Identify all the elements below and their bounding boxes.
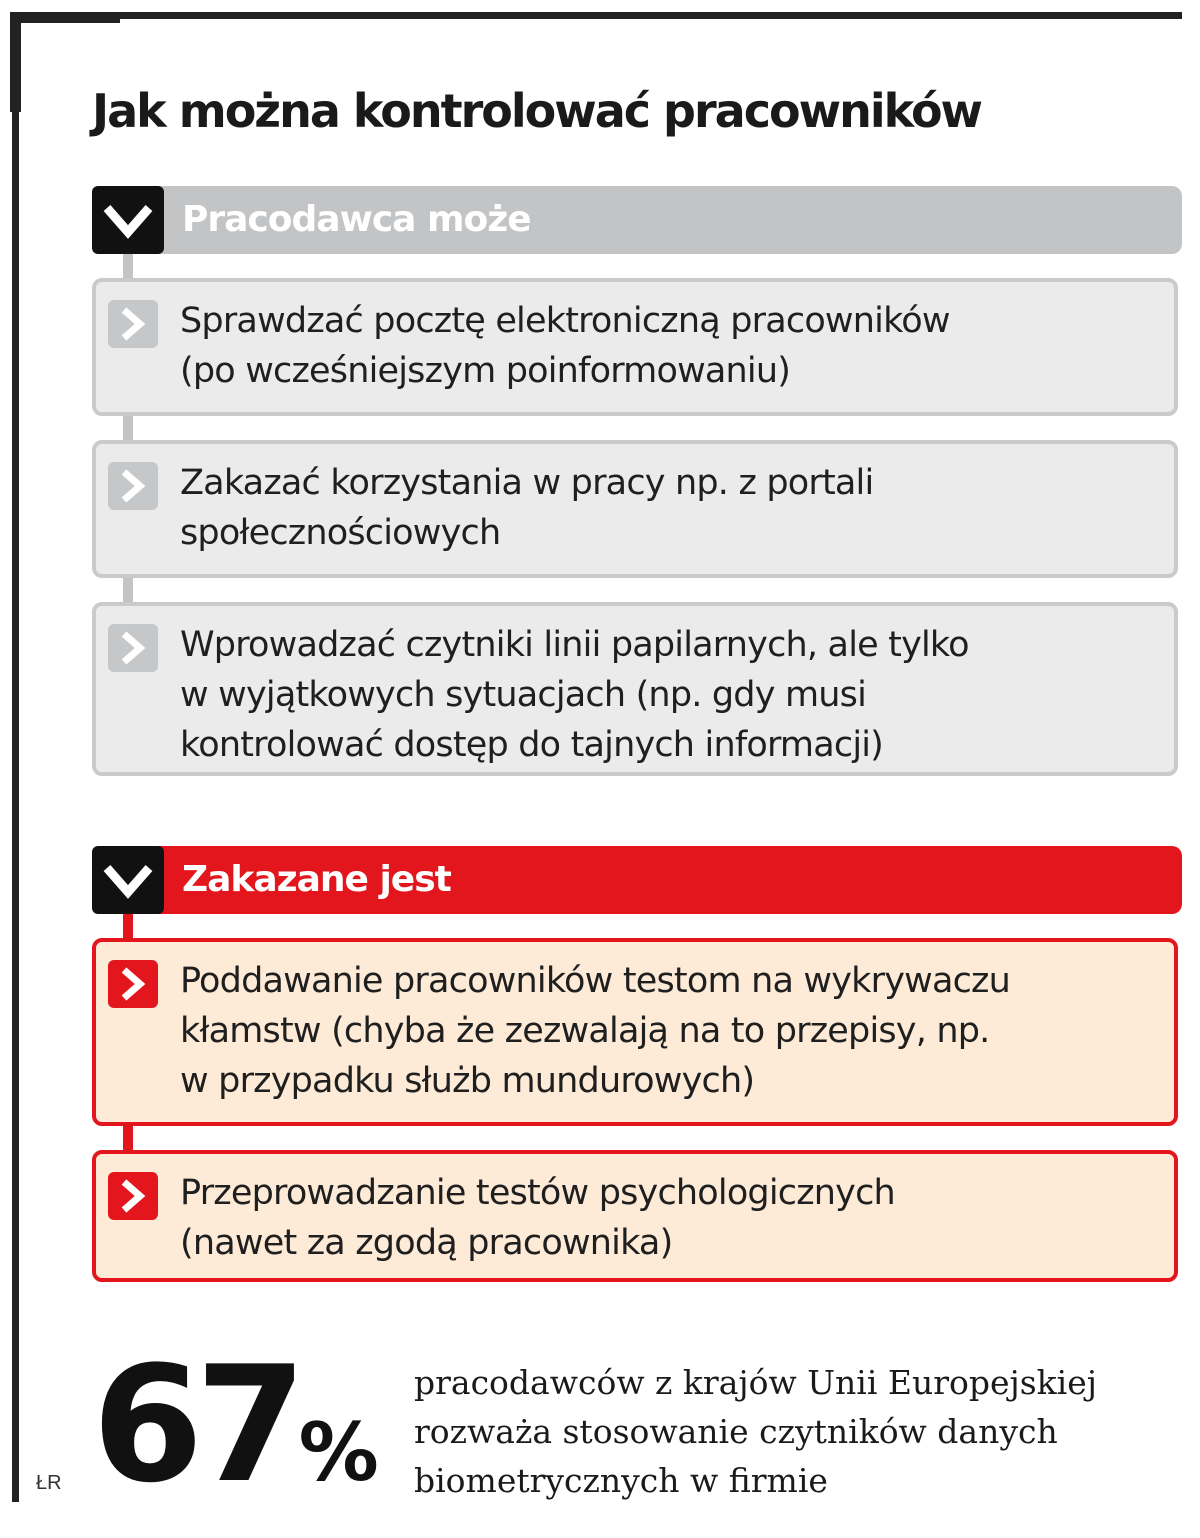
item-line: Przeprowadzanie testów psychologicznych	[180, 1173, 895, 1213]
stat-description	[414, 1358, 1097, 1505]
item-line: kłamstw (chyba że zezwalają na to przepisy, np.	[180, 1011, 990, 1051]
item-line: w wyjątkowych sytuacjach (np. gdy musi	[180, 675, 866, 715]
frame-corner	[10, 12, 120, 23]
stat-unit: %	[298, 1406, 379, 1499]
stat-line: rozważa stosowanie czytników danych	[414, 1412, 1058, 1451]
page-title: Jak można kontrolować pracowników	[92, 84, 982, 138]
chevron-right-icon	[108, 1172, 158, 1220]
frame-top-rule	[10, 12, 1182, 19]
item-line: (nawet za zgodą pracownika)	[180, 1223, 673, 1263]
item-text	[180, 956, 1158, 1106]
item-line: kontrolować dostęp do tajnych informacji)	[180, 725, 884, 765]
item-text	[180, 1168, 1158, 1268]
item-line: Sprawdzać pocztę elektroniczną pracowników	[180, 301, 950, 341]
connector	[123, 1126, 133, 1152]
item-line: społecznościowych	[180, 513, 501, 553]
list-item	[92, 938, 1178, 1126]
chevron-down-icon	[92, 186, 164, 254]
section-title: Zakazane jest	[182, 859, 451, 900]
connector	[123, 254, 133, 280]
chevron-down-icon	[92, 846, 164, 914]
item-line: (po wcześniejszym poinformowaniu)	[180, 351, 791, 391]
author-credit: ŁR	[36, 1472, 62, 1494]
item-line: Poddawanie pracowników testom na wykrywaczu	[180, 961, 1011, 1001]
chevron-right-icon	[108, 300, 158, 348]
item-line: Wprowadzać czytniki linii papilarnych, ale tylko	[180, 625, 969, 665]
stat-number	[92, 1331, 379, 1538]
stat-value: 67	[92, 1331, 299, 1518]
connector	[123, 416, 133, 442]
section-header-forbidden	[92, 846, 1182, 914]
item-text	[180, 620, 1158, 770]
section-title: Pracodawca może	[182, 199, 531, 240]
item-line: w przypadku służb mundurowych)	[180, 1061, 755, 1101]
item-text	[180, 296, 1158, 396]
connector	[123, 578, 133, 604]
item-text	[180, 458, 1158, 558]
frame-left-rule	[12, 12, 19, 1502]
item-line: Zakazać korzystania w pracy np. z portali	[180, 463, 874, 503]
stat-line: biometrycznych w firmie	[414, 1461, 828, 1500]
list-item	[92, 602, 1178, 776]
chevron-right-icon	[108, 462, 158, 510]
list-item	[92, 278, 1178, 416]
list-item	[92, 440, 1178, 578]
stat-line: pracodawców z krajów Unii Europejskiej	[414, 1363, 1097, 1402]
list-item	[92, 1150, 1178, 1282]
chevron-right-icon	[108, 624, 158, 672]
section-header-allowed	[92, 186, 1182, 254]
chevron-right-icon	[108, 960, 158, 1008]
